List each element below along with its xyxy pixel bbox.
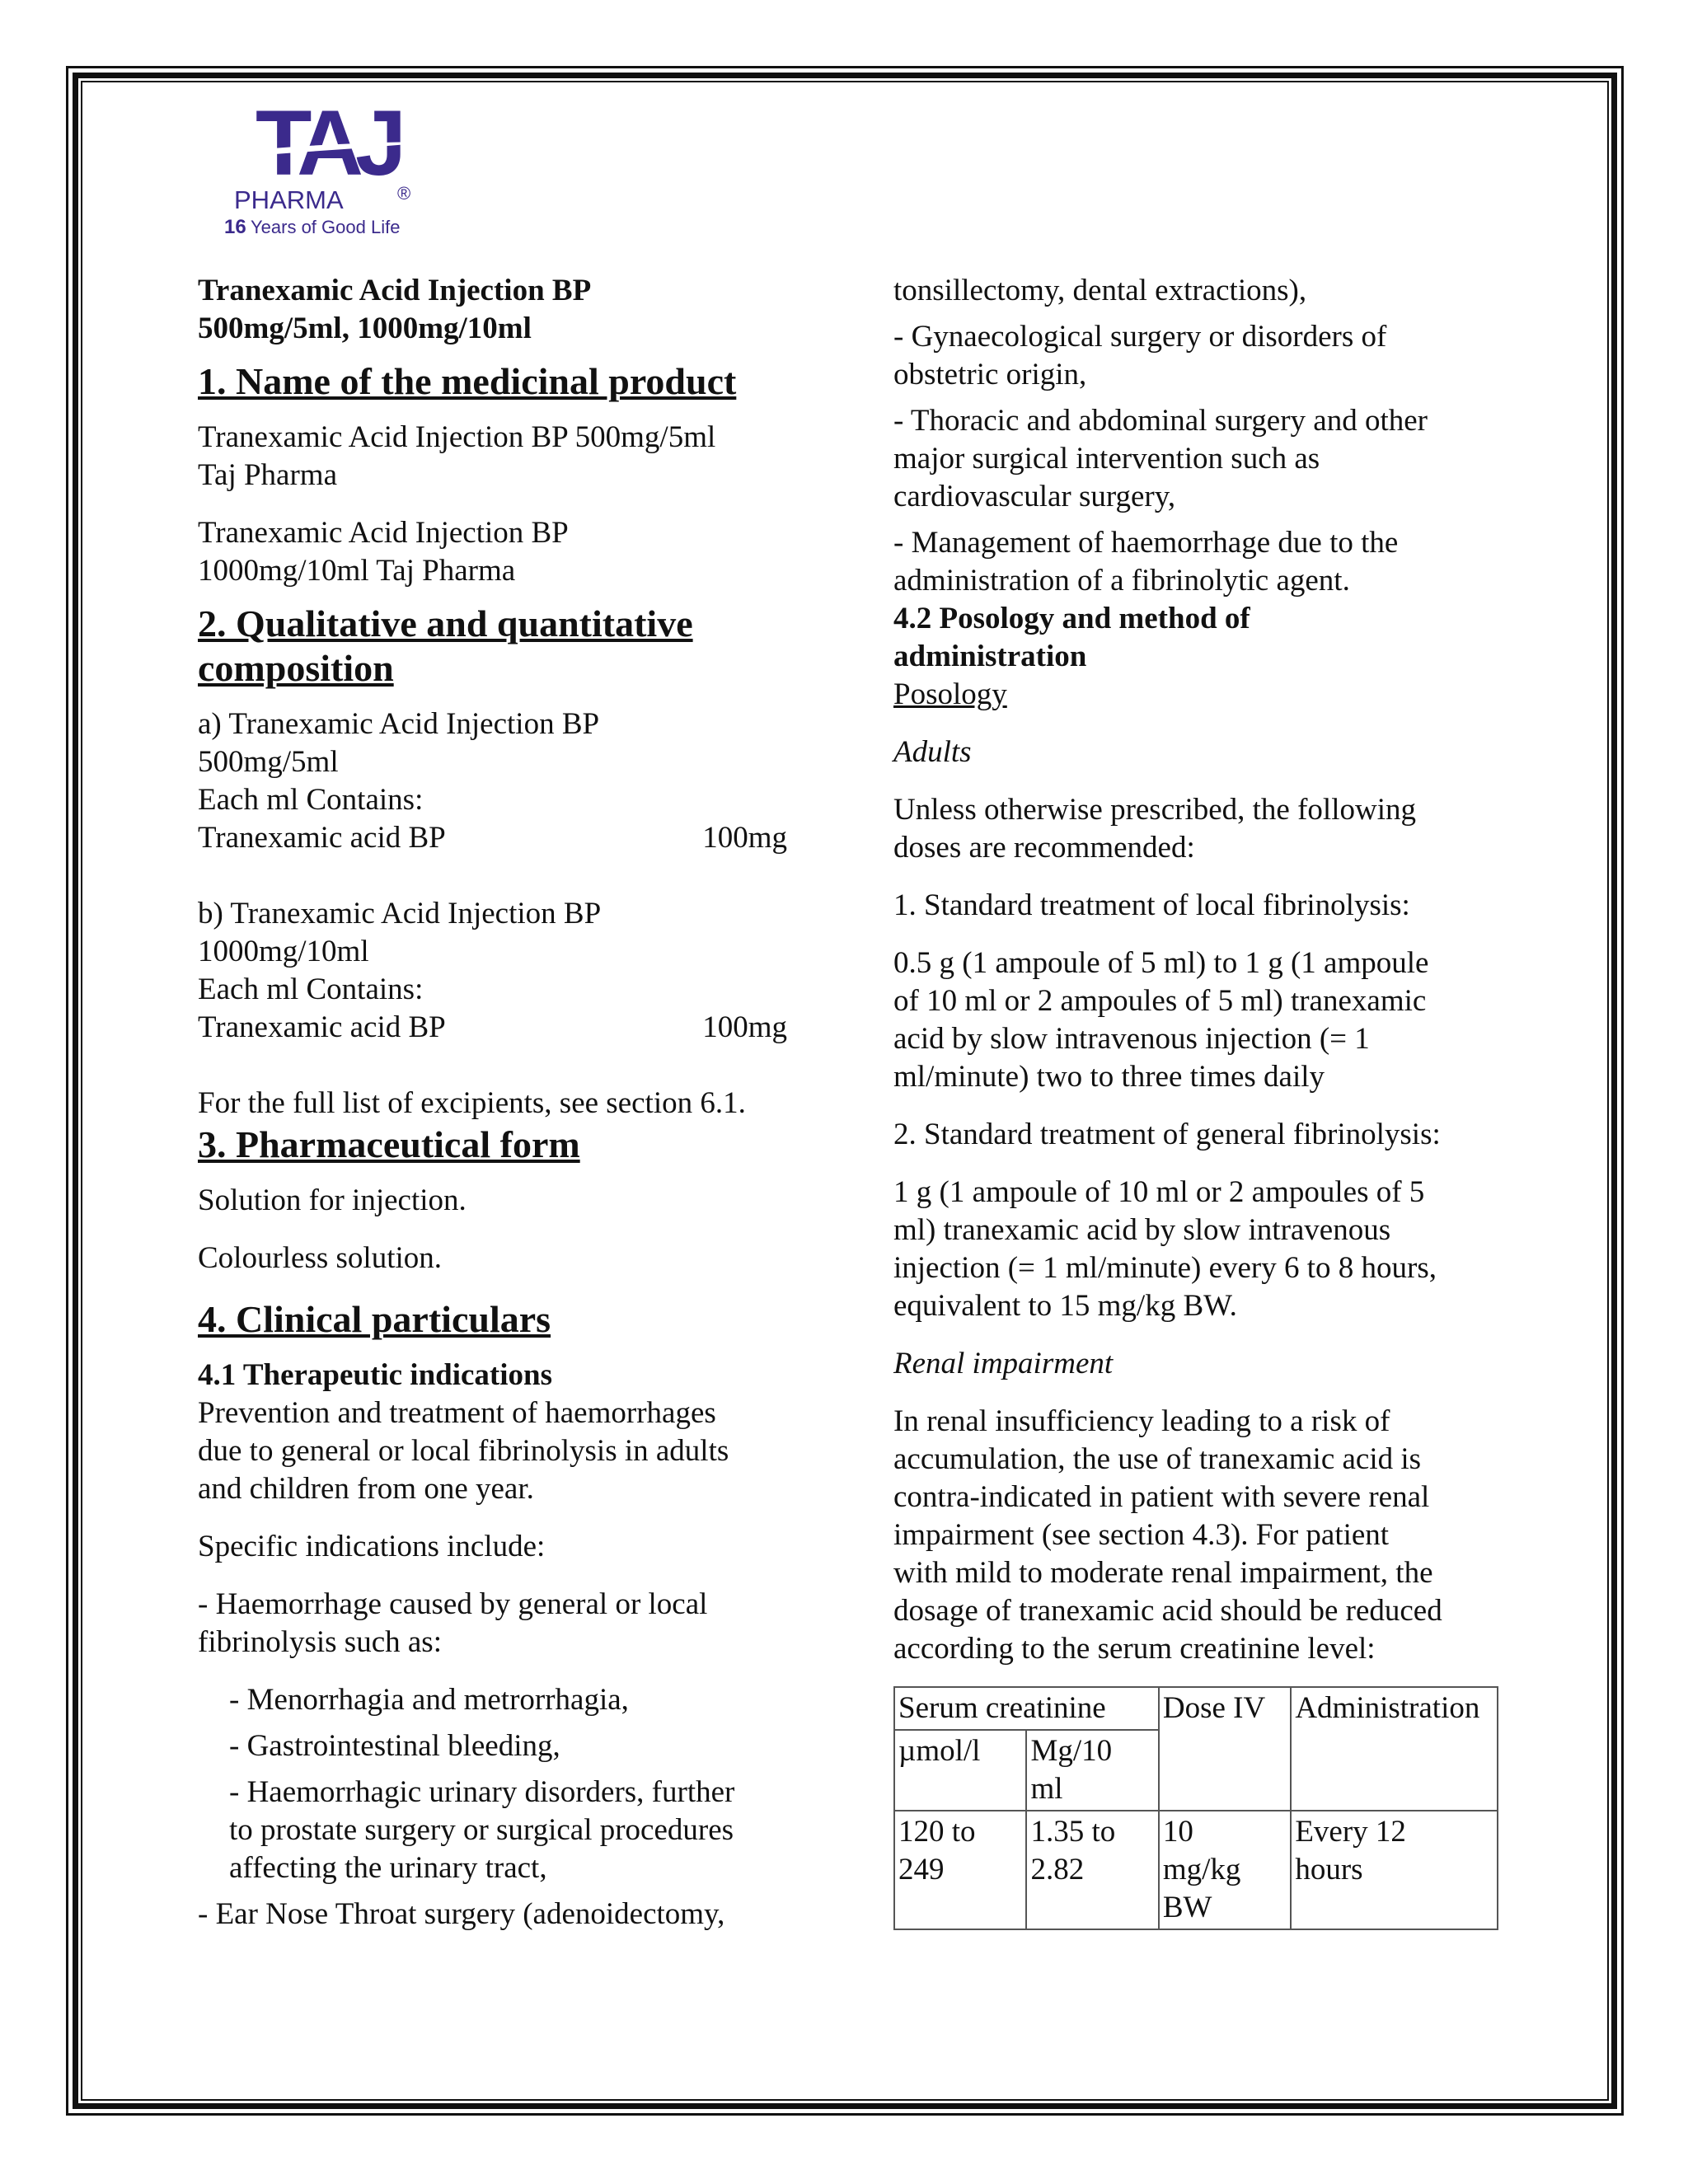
- section1-p1-line1: Tranexamic Acid Injection BP 500mg/5ml: [198, 420, 716, 454]
- ent-surgery-line1: - Ear Nose Throat surgery (adenoidectomy,: [198, 1897, 725, 1931]
- section1-p2-line1: Tranexamic Acid Injection BP: [198, 516, 569, 550]
- composition-a-ingredient: Tranexamic acid BP: [198, 821, 446, 855]
- cell-administration: [1291, 1811, 1498, 1929]
- indications-line3: and children from one year.: [198, 1472, 534, 1506]
- logo-tagline: Years of Good Life: [251, 217, 401, 237]
- header-umol-per-l: µmol/l: [894, 1730, 1026, 1811]
- section1-p2-line2: 1000mg/10ml Taj Pharma: [198, 554, 516, 588]
- right-column: [893, 272, 1495, 1930]
- renal-line5: with mild to moderate renal impairment, the: [893, 1556, 1433, 1590]
- cell-umol: [894, 1811, 1026, 1929]
- section3-heading: 3. Pharmaceutical form: [198, 1123, 580, 1165]
- excipients-note: For the full list of excipients, see section 6.1.: [198, 1086, 746, 1120]
- logo-mark-text: TAJ: [256, 99, 399, 194]
- renal-line6: dosage of tranexamic acid should be reduced: [893, 1594, 1442, 1628]
- dose1-line3: acid by slow intravenous injection (= 1: [893, 1022, 1370, 1056]
- section2-heading-line2: composition: [198, 647, 394, 689]
- cell-mg-line1: 1.35 to: [1030, 1815, 1116, 1849]
- section4-heading: 4. Clinical particulars: [198, 1298, 551, 1340]
- header-mg-per-10ml: [1026, 1730, 1158, 1811]
- thoracic-line1: - Thoracic and abdominal surgery and other: [893, 404, 1428, 438]
- cell-dose: [1159, 1811, 1291, 1929]
- left-column: [198, 272, 808, 1933]
- renal-line7: according to the serum creatinine level:: [893, 1632, 1376, 1666]
- dose2-line3: injection (= 1 ml/minute) every 6 to 8 hours,: [893, 1251, 1437, 1285]
- cell-mg-line2: 2.82: [1030, 1853, 1085, 1886]
- specific-indications-label: Specific indications include:: [198, 1530, 546, 1563]
- posology-label: Posology: [893, 677, 1007, 711]
- cell-dose-line2: mg/kg: [1162, 1853, 1241, 1886]
- logo-pharma-text: PHARMA: [234, 185, 344, 214]
- header-mg-line1: Mg/10: [1030, 1734, 1113, 1768]
- header-serum-creatinine: Serum creatinine: [894, 1687, 1159, 1730]
- gynaecological-line2: obstetric origin,: [893, 358, 1087, 391]
- dose2-line1: 1 g (1 ampoule of 10 ml or 2 ampoules of 5: [893, 1175, 1425, 1209]
- section2-heading-line1: 2. Qualitative and quantitative: [198, 602, 693, 644]
- composition-b-line3: Each ml Contains:: [198, 972, 424, 1006]
- unless-line1: Unless otherwise prescribed, the following: [893, 793, 1416, 827]
- table-header-row: [894, 1687, 1498, 1730]
- cell-dose-line1: 10: [1162, 1815, 1193, 1849]
- composition-b-ingredient-row: [198, 1009, 787, 1047]
- renal-line4: impairment (see section 4.3). For patient: [893, 1518, 1390, 1552]
- cell-umol-line1: 120 to: [898, 1815, 976, 1849]
- dose2-line4: equivalent to 15 mg/kg BW.: [893, 1289, 1237, 1323]
- renal-line3: contra-indicated in patient with severe renal: [893, 1480, 1430, 1514]
- composition-a-line1: a) Tranexamic Acid Injection BP: [198, 707, 600, 741]
- subsection-4-2-heading-line2: administration: [893, 640, 1087, 673]
- cell-umol-line2: 249: [898, 1853, 945, 1886]
- composition-b-line2: 1000mg/10ml: [198, 935, 369, 968]
- haemorrhage-line2: fibrinolysis such as:: [198, 1625, 442, 1659]
- cell-mg: [1026, 1811, 1158, 1929]
- standard-local-label: 1. Standard treatment of local fibrinolysis:: [893, 888, 1410, 922]
- table-row: [894, 1811, 1498, 1929]
- cell-admin-line2: hours: [1295, 1853, 1363, 1886]
- taj-pharma-logo: [198, 99, 437, 239]
- standard-general-label: 2. Standard treatment of general fibrinolysis:: [893, 1118, 1441, 1151]
- renal-dosing-table: [893, 1686, 1498, 1930]
- header-dose-iv: Dose IV: [1159, 1687, 1291, 1811]
- dose1-line4: ml/minute) two to three times daily: [893, 1060, 1325, 1094]
- indication-item-urinary-line1: - Haemorrhagic urinary disorders, further: [229, 1775, 735, 1809]
- indication-item-gastrointestinal: - Gastrointestinal bleeding,: [229, 1729, 560, 1763]
- dose1-line2: of 10 ml or 2 ampoules of 5 ml) tranexamic: [893, 984, 1427, 1018]
- composition-a-ingredient-row: [198, 819, 787, 857]
- registered-mark: ®: [397, 183, 411, 204]
- indication-item-menorrhagia: - Menorrhagia and metrorrhagia,: [229, 1683, 629, 1717]
- unless-line2: doses are recommended:: [893, 831, 1195, 865]
- adults-label: Adults: [893, 735, 972, 769]
- section1-heading: 1. Name of the medicinal product: [198, 360, 737, 402]
- composition-a-amount: 100mg: [702, 821, 787, 855]
- thoracic-line2: major surgical intervention such as: [893, 442, 1320, 476]
- renal-impairment-heading: Renal impairment: [893, 1347, 1114, 1380]
- management-line2: administration of a fibrinolytic agent.: [893, 564, 1350, 598]
- gynaecological-line1: - Gynaecological surgery or disorders of: [893, 320, 1387, 354]
- haemorrhage-line1: - Haemorrhage caused by general or local: [198, 1587, 708, 1621]
- header-mg-line2: ml: [1030, 1772, 1063, 1806]
- dose2-line2: ml) tranexamic acid by slow intravenous: [893, 1213, 1391, 1247]
- composition-a-line3: Each ml Contains:: [198, 783, 424, 817]
- form-colour: Colourless solution.: [198, 1241, 443, 1275]
- indication-item-urinary-line3: affecting the urinary tract,: [229, 1851, 547, 1885]
- composition-a-line2: 500mg/5ml: [198, 745, 339, 779]
- cell-admin-line1: Every 12: [1295, 1815, 1406, 1849]
- management-line1: - Management of haemorrhage due to the: [893, 526, 1399, 560]
- logo-years-number: 16: [224, 216, 246, 238]
- ent-surgery-line2: tonsillectomy, dental extractions),: [893, 274, 1307, 307]
- header-administration: Administration: [1291, 1687, 1498, 1811]
- renal-line1: In renal insufficiency leading to a risk of: [893, 1404, 1390, 1438]
- composition-b-line1: b) Tranexamic Acid Injection BP: [198, 897, 602, 930]
- composition-b-amount: 100mg: [702, 1010, 787, 1044]
- dose1-line1: 0.5 g (1 ampoule of 5 ml) to 1 g (1 ampoule: [893, 946, 1429, 980]
- cell-dose-line3: BW: [1162, 1891, 1212, 1924]
- composition-b-ingredient: Tranexamic acid BP: [198, 1010, 446, 1044]
- subsection-4-2-heading-line1: 4.2 Posology and method of: [893, 602, 1250, 635]
- indications-line1: Prevention and treatment of haemorrhages: [198, 1396, 716, 1430]
- product-title-line2: 500mg/5ml, 1000mg/10ml: [198, 312, 532, 345]
- indications-line2: due to general or local fibrinolysis in adults: [198, 1434, 729, 1468]
- subsection-4-1-heading: 4.1 Therapeutic indications: [198, 1358, 552, 1392]
- indication-item-urinary-line2: to prostate surgery or surgical procedures: [229, 1813, 734, 1847]
- renal-line2: accumulation, the use of tranexamic acid is: [893, 1442, 1422, 1476]
- product-title-line1: Tranexamic Acid Injection BP: [198, 274, 592, 307]
- thoracic-line3: cardiovascular surgery,: [893, 480, 1176, 513]
- section1-p1-line2: Taj Pharma: [198, 458, 337, 492]
- form-solution: Solution for injection.: [198, 1183, 467, 1217]
